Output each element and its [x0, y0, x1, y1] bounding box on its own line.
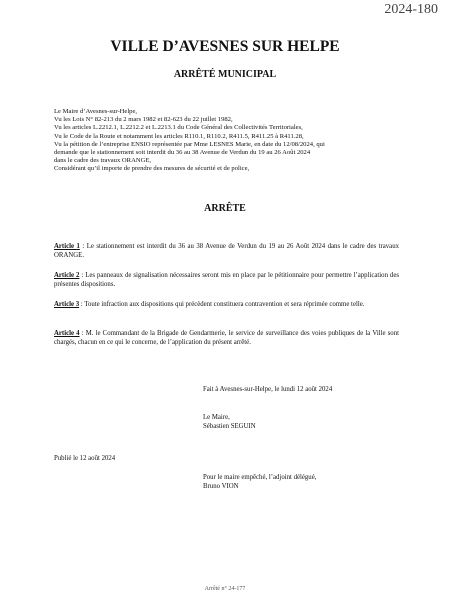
preamble-line: dans le cadre des travaux ORANGE, — [54, 157, 152, 165]
article-label: Article 1 — [54, 243, 80, 250]
delegation-line: Pour le maire empêché, l’adjoint délégué, — [203, 474, 317, 481]
article-text: : Le stationnement est interdit du 36 au 38 Avenue de Verdun du 19 au 26 Août 2024 dans le cadre des travaux ORANGE. — [54, 243, 399, 259]
article-text: : Les panneaux de signalisation nécessaires seront mis en place par le pétitionnaire pour permettre l’application des présentes dispositions. — [54, 272, 399, 288]
article-label: Article 3 — [54, 301, 80, 308]
article-text: : Toute infraction aux dispositions qui précèdent constituera contravention et sera réprimée comme telle. — [79, 301, 365, 308]
article-1 — [54, 242, 399, 260]
article-label: Article 2 — [54, 272, 80, 279]
delegation-name: Bruno VION — [203, 483, 239, 490]
signature-block — [203, 413, 256, 431]
publication-date: Publié le 12 août 2024 — [54, 455, 116, 462]
preamble-line: Considérant qu’il importe de prendre des mesures de sécurité et de police, — [54, 165, 250, 173]
preamble-line: Vu la pétition de l’entreprise ENSIO représentée par Mme LESNES Marie, en date du 12/08/2024, qui — [54, 140, 325, 148]
delegation-block — [203, 473, 316, 491]
preamble-line: Vu les articles L.2212.1, L.2212.2 et L.2213.1 du Code Général des Collectivités Territoriales, — [54, 124, 303, 132]
signature-role: Le Maire, — [203, 414, 230, 421]
preamble-line: Le Maire d’Avesnes-sur-Helpe, — [54, 108, 138, 115]
preamble-line: Vu le Code de la Route et notamment les articles R110.1, R110.2, R411.5, R411.25 à R411.28, — [54, 132, 304, 140]
document-subtitle: ARRÊTÉ MUNICIPAL — [173, 69, 277, 80]
article-label: Article 4 — [54, 330, 80, 337]
preamble-line: Vu les Lois N° 82-213 du 2 mars 1982 et 82-623 du 22 juillet 1982, — [54, 116, 233, 124]
arrete-heading: ARRÊTE — [204, 203, 246, 214]
preamble-block — [54, 108, 399, 174]
place-date-line: Fait à Avesnes-sur-Helpe, le lundi 12 août 2024 — [203, 386, 333, 393]
page-title: VILLE D’AVESNES SUR HELPE — [110, 38, 340, 55]
signature-name: Sébastien SEGUIN — [203, 423, 256, 430]
article-text: : M. le Commandant de la Brigade de Gendarmerie, le service de surveillance des voies publiques de la Ville sont chargés, chacun en ce qui le concerne, de l’application du présent arrêté. — [54, 330, 399, 346]
page-footer: Arrêté n° 24-177 — [204, 586, 246, 592]
preamble-line: demande que le stationnement soit interdit du 36 au 38 Avenue de Verdun du 19 au 26 Août 2024 — [54, 149, 311, 157]
article-2 — [54, 271, 399, 289]
document-reference-number: 2024-180 — [384, 2, 438, 17]
article-3 — [54, 300, 399, 309]
article-4 — [54, 329, 399, 347]
